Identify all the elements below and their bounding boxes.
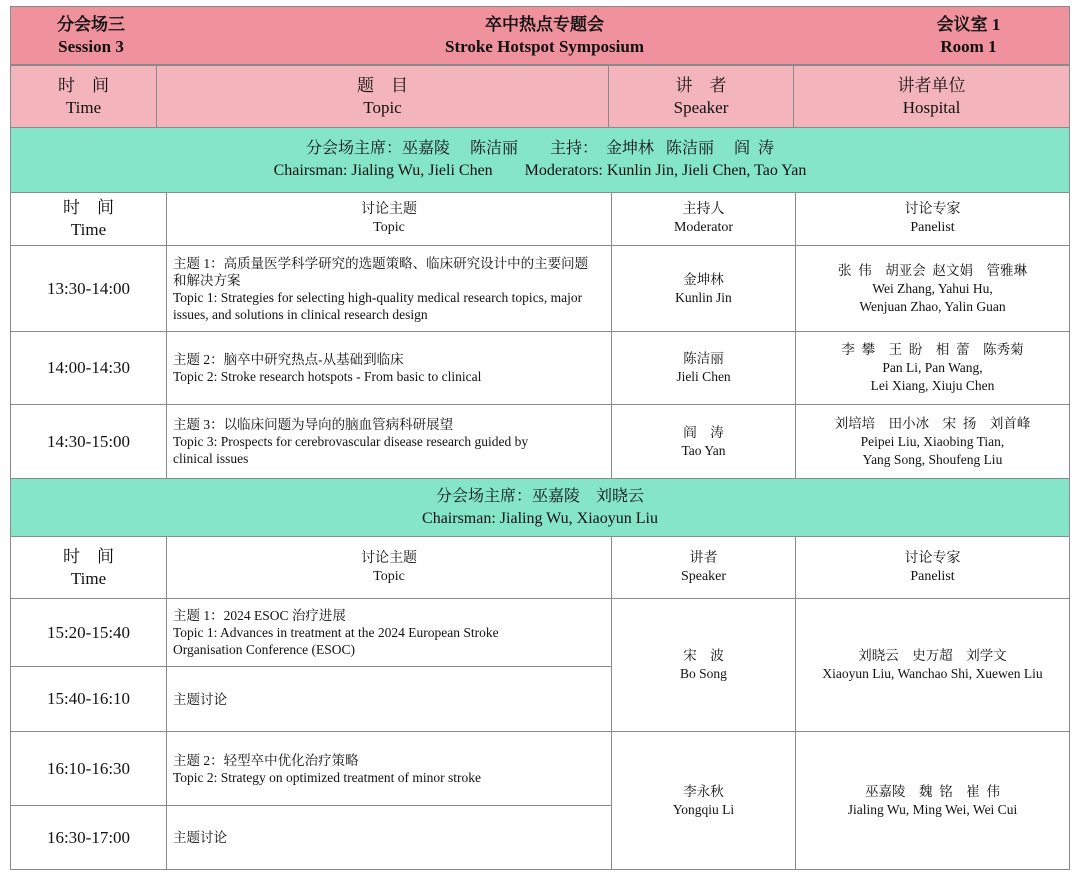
b1-sub-moderator-cn: 主持人 (682, 202, 725, 217)
b1-row2-moderator-en: Jieli Chen (676, 369, 731, 384)
b1-row3-panel-cn: 刘培培 田小冰 宋 扬 刘首峰 (834, 415, 1031, 431)
b2-g1-speaker (611, 598, 796, 732)
b1-row2-panelists (795, 331, 1070, 405)
header-time-cn: 时 间 (58, 75, 109, 95)
b1-row2-moderator (611, 331, 796, 405)
block2-chair-cn: 分会场主席：巫嘉陵 刘晓云 (435, 487, 644, 505)
b2-g1-speaker-cn: 宋 波 (683, 648, 724, 663)
header-hospital-en: Hospital (902, 97, 961, 117)
b1-row3-panelists (795, 404, 1070, 479)
b1-row1-panel-en2: Wenjuan Zhao, Yalin Guan (859, 298, 1006, 314)
b2-sub-topic (166, 536, 612, 599)
b1-row1-moderator-cn: 金坤林 (683, 271, 724, 287)
block1-chair (10, 127, 1070, 193)
b1-row1-topic-cn: 主题 1：高质量医学科学研究的选题策略、临床研究设计中的主要问题和解决方案 (173, 255, 589, 288)
header-hospital (793, 65, 1070, 128)
b2-sub-speaker-cn: 讲者 (689, 550, 718, 566)
b1-sub-time-cn: 时 间 (63, 198, 114, 217)
b2-g1-topic1-en: Topic 1: Advances in treatment at the 2024 European Stroke Organisation Conference (ESOC) (173, 625, 499, 657)
b1-sub-moderator (611, 192, 796, 246)
block2-chair (10, 478, 1070, 537)
header-time-en: Time (65, 97, 102, 117)
room-label (867, 6, 1070, 65)
session-label-cn: 分会场三 (57, 14, 125, 34)
b1-row2-topic-cn: 主题 2：脑卒中研究热点-从基础到临床 (173, 352, 404, 367)
b1-row1-moderator-en: Kunlin Jin (675, 289, 732, 305)
b2-g2-speaker (611, 731, 796, 870)
b1-row2-topic (166, 331, 612, 405)
b2-g1-time1: 15:20-15:40 (10, 598, 167, 667)
symposium-title (172, 6, 917, 65)
block2-chair-en: Chairsman: Jialing Wu, Xiaoyun Liu (422, 509, 658, 527)
b2-sub-time-cn: 时 间 (63, 546, 114, 566)
b1-row3-panel-en1: Peipei Liu, Xiaobing Tian, (860, 433, 1005, 449)
room-label-cn: 会议室 1 (936, 14, 1001, 34)
b2-g2-panel-en: Jialing Wu, Ming Wei, Wei Cui (847, 801, 1018, 817)
header-hospital-cn: 讲者单位 (897, 75, 966, 95)
b1-row2-panel-en2: Lei Xiang, Xiuju Chen (870, 378, 995, 393)
b2-g2-topic1-en: Topic 2: Strategy on optimized treatment of minor stroke (173, 769, 481, 785)
b1-sub-time-en: Time (70, 220, 107, 239)
b1-row2-panel-cn: 李 攀 王 盼 相 蕾 陈秀菊 (841, 342, 1024, 357)
symposium-title-cn: 卒中热点专题会 (485, 14, 604, 34)
b1-row1-topic-en: Topic 1: Strategies for selecting high-quality medical research topics, major issues, and solutions in clinical research design (173, 289, 583, 322)
b2-g1-speaker-en: Bo Song (680, 666, 727, 681)
b2-sub-panelist (795, 536, 1070, 599)
b2-g2-speaker-cn: 李永秋 (683, 783, 724, 799)
b1-row3-topic-en: Topic 3: Prospects for cerebrovascular disease research guided by clinical issues (173, 434, 529, 466)
b1-row2-moderator-cn: 陈洁丽 (683, 351, 724, 366)
b1-sub-panelist-en: Panelist (910, 220, 955, 235)
b1-sub-topic-cn: 讨论主题 (361, 202, 417, 217)
b2-g1-panel-en: Xiaoyun Liu, Wanchao Shi, Xuewen Liu (822, 666, 1043, 681)
b1-row3-time: 14:30-15:00 (10, 404, 167, 479)
b2-sub-topic-cn: 讨论主题 (361, 550, 417, 566)
b1-row3-moderator-en: Tao Yan (681, 442, 726, 458)
b2-sub-topic-en: Topic (373, 568, 405, 584)
b1-sub-topic-en: Topic (373, 220, 405, 235)
b1-sub-topic (166, 192, 612, 246)
room-label-en: Room 1 (940, 36, 997, 56)
block1-chair-en: Chairsman: Jialing Wu, Jieli Chen Moderators: Kunlin Jin, Jieli Chen, Tao Yan (273, 162, 807, 179)
b2-sub-time-en: Time (70, 568, 107, 588)
b1-row2-panel-en1: Pan Li, Pan Wang, (882, 360, 983, 375)
header-topic-cn: 题 目 (357, 75, 408, 95)
session-label (10, 6, 172, 65)
b2-sub-time (10, 536, 167, 599)
b1-sub-panelist-cn: 讨论专家 (904, 202, 961, 217)
b1-row3-moderator (611, 404, 796, 479)
b1-row2-topic-en: Topic 2: Stroke research hotspots - From basic to clinical (173, 369, 482, 384)
b1-sub-panelist (795, 192, 1070, 246)
b2-g2-topic1-cn: 主题 2：轻型卒中优化治疗策略 (173, 752, 359, 768)
b2-sub-panelist-en: Panelist (910, 568, 955, 584)
b2-g2-topic2: 主题讨论 (166, 805, 612, 870)
b1-row1-time: 13:30-14:00 (10, 245, 167, 332)
b2-g1-time2: 15:40-16:10 (10, 666, 167, 732)
b2-g1-panel-cn: 刘晓云 史万超 刘学文 (858, 648, 1007, 663)
b2-g2-speaker-en: Yongqiu Li (672, 801, 735, 817)
b1-row1-panelists (795, 245, 1070, 332)
b2-g2-time1: 16:10-16:30 (10, 731, 167, 806)
header-topic-en: Topic (363, 97, 402, 117)
block1-chair-cn: 分会场主席：巫嘉陵 陈洁丽 主持： 金坤林 陈洁丽 阎 涛 (305, 140, 774, 157)
header-speaker-en: Speaker (673, 97, 729, 117)
b1-row3-moderator-cn: 阎 涛 (683, 424, 724, 440)
b2-g1-topic2: 主题讨论 (166, 666, 612, 732)
b2-g2-panel-cn: 巫嘉陵 魏 铭 崔 伟 (865, 783, 1000, 799)
b2-g2-time2: 16:30-17:00 (10, 805, 167, 870)
b1-sub-time (10, 192, 167, 246)
b1-row1-panel-en1: Wei Zhang, Yahui Hu, (872, 280, 993, 296)
b2-g2-topic1 (166, 731, 612, 806)
b2-g1-topic1-cn: 主题 1：2024 ESOC 治疗进展 (173, 608, 346, 623)
b1-row2-time: 14:00-14:30 (10, 331, 167, 405)
b1-row1-moderator (611, 245, 796, 332)
b2-g2-panelists (795, 731, 1070, 870)
header-topic (156, 65, 609, 128)
b1-row3-topic (166, 404, 612, 479)
b2-g1-topic1 (166, 598, 612, 667)
b2-sub-speaker (611, 536, 796, 599)
session-label-en: Session 3 (58, 36, 124, 56)
b2-sub-speaker-en: Speaker (680, 568, 727, 584)
header-speaker-cn: 讲 者 (675, 75, 727, 95)
header-speaker (608, 65, 794, 128)
b1-sub-moderator-en: Moderator (673, 220, 734, 235)
b2-sub-panelist-cn: 讨论专家 (904, 550, 961, 566)
b2-g1-panelists (795, 598, 1070, 732)
header-time (10, 65, 157, 128)
b1-row1-panel-cn: 张 伟 胡亚会 赵文娟 管雅琳 (838, 262, 1027, 278)
symposium-title-en: Stroke Hotspot Symposium (445, 36, 644, 56)
b1-row3-panel-en2: Yang Song, Shoufeng Liu (862, 451, 1003, 467)
b1-row1-topic (166, 245, 612, 332)
b1-row3-topic-cn: 主题 3：以临床问题为导向的脑血管病科研展望 (173, 417, 454, 432)
